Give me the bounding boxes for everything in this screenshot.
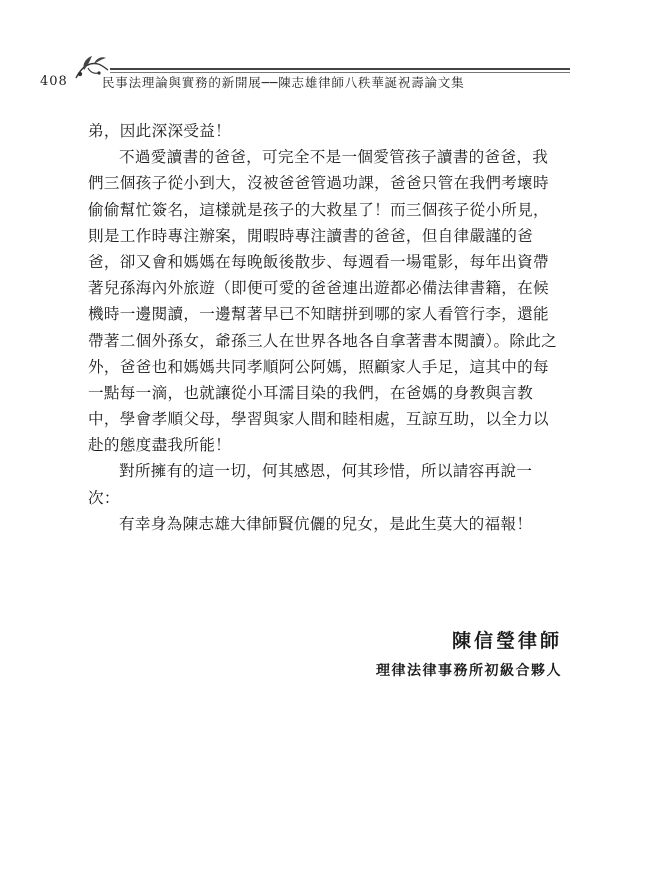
body-line: 偷偷幫忙簽名，這樣就是孩子的大救星了！而三個孩子從小所見，	[88, 200, 549, 219]
signature-affiliation: 理律法律事務所初級合夥人	[376, 663, 562, 679]
body-line: 不過愛讀書的爸爸，可完全不是一個愛管孩子讀書的爸爸，我	[119, 148, 549, 167]
header-rule	[110, 68, 570, 70]
body-line: 著兒孫海內外旅遊（即便可愛的爸爸連出遊都必備法律書籍，在候	[88, 279, 549, 298]
body-line: 中，學會孝順父母，學習與家人間和睦相處，互諒互助，以全力以	[88, 410, 549, 429]
body-line: 機時一邊閱讀，一邊幫著早已不知瞎拼到哪的家人看管行李，還能	[88, 305, 549, 324]
body-line: 則是工作時專注辦案，閒暇時專注讀書的爸爸，但自律嚴謹的爸	[88, 226, 534, 245]
page-header	[0, 0, 650, 100]
body-line: 帶著二個外孫女，爺孫三人在世界各地各自拿著書本閱讀）。除此之	[88, 331, 558, 350]
body-line: 次：	[88, 488, 120, 507]
body-line: 對所擁有的這一切，何其感恩，何其珍惜，所以請容再說一	[119, 462, 533, 481]
body-line: 們三個孩子從小到大，沒被爸爸管過功課，爸爸只管在我們考壞時	[88, 174, 549, 193]
body-line: 外，爸爸也和媽媽共同孝順阿公阿媽，照顧家人手足，這其中的每	[88, 357, 549, 376]
body-line: 爸，卻又會和媽媽在每晚飯後散步、每週看一場電影，每年出資帶	[88, 252, 549, 271]
body-line: 一點每一滴，也就讓從小耳濡目染的我們，在爸媽的身教與言教	[88, 383, 534, 402]
running-head: 民事法理論與實務的新開展──陳志雄律師八秩華誕祝壽論文集	[102, 75, 465, 90]
body-text	[88, 118, 576, 537]
body-line: 有幸身為陳志雄大律師賢伉儷的兒女，是此生莫大的福報！	[119, 514, 533, 533]
signature-name: 陳信瑩律師	[451, 630, 562, 652]
page-number: 408	[40, 74, 68, 89]
body-line: 弟，因此深深受益！	[88, 122, 232, 140]
body-line: 赴的態度盡我所能！	[88, 436, 232, 455]
